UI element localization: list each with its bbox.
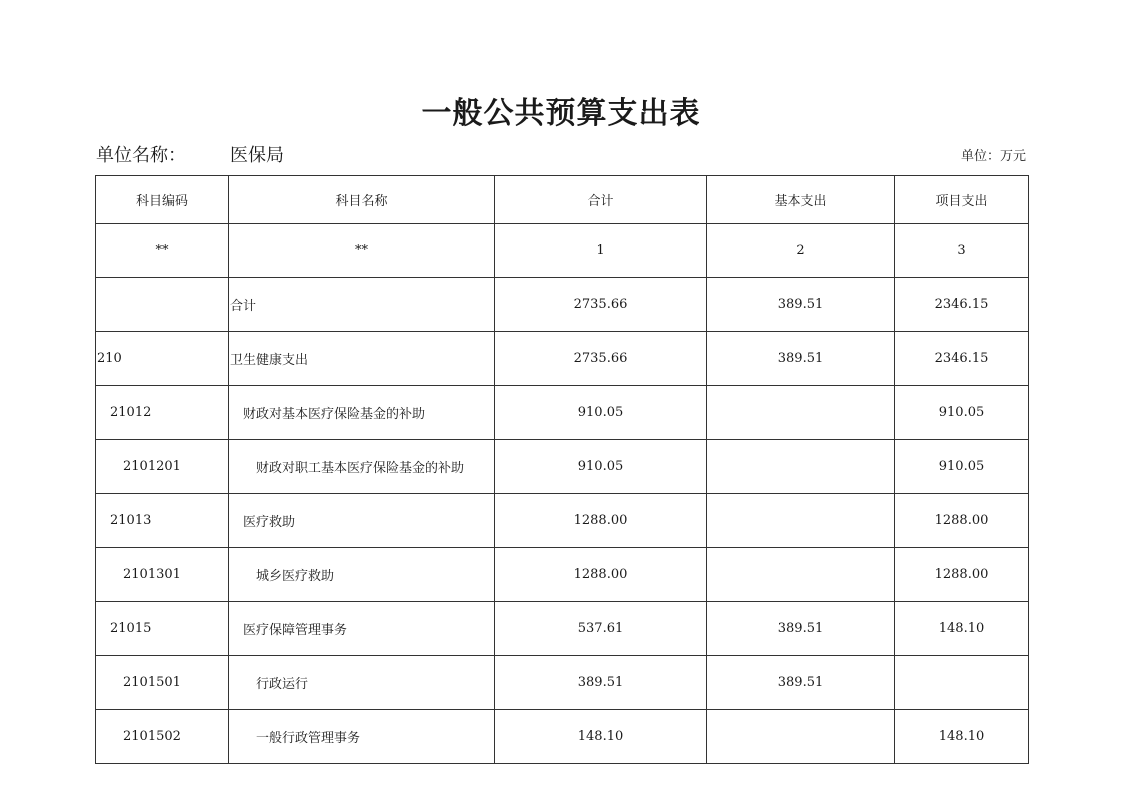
subheader-cell: **: [229, 224, 495, 278]
table-row: [96, 548, 1029, 602]
header-subject-code: 科目编码: [96, 176, 229, 224]
basic-cell: 389.51: [707, 656, 895, 710]
total-cell: 2735.66: [495, 278, 707, 332]
subject-name-cell: 财政对职工基本医疗保险基金的补助: [229, 440, 495, 494]
subject-name-cell: 城乡医疗救助: [229, 548, 495, 602]
subject-name-cell: 卫生健康支出: [229, 332, 495, 386]
basic-cell: [707, 548, 895, 602]
subheader-cell: 3: [895, 224, 1029, 278]
table-subheader-row: [96, 224, 1029, 278]
unit-name-label: 单位名称：: [96, 145, 186, 166]
project-cell: 1288.00: [895, 548, 1029, 602]
table-row: [96, 710, 1029, 764]
basic-cell: [707, 440, 895, 494]
total-cell: 389.51: [495, 656, 707, 710]
total-cell: 1288.00: [495, 548, 707, 602]
currency-unit-label: 单位：万元: [960, 149, 1026, 164]
subject-code-cell: 210: [96, 332, 229, 386]
subject-name-cell: 财政对基本医疗保险基金的补助: [229, 386, 495, 440]
subject-code-cell: [96, 278, 229, 332]
table-row: [96, 440, 1029, 494]
basic-cell: [707, 386, 895, 440]
total-cell: 537.61: [495, 602, 707, 656]
subject-name-cell: 医疗救助: [229, 494, 495, 548]
subheader-cell: 2: [707, 224, 895, 278]
table-row: [96, 656, 1029, 710]
subject-code-cell: 2101301: [96, 548, 229, 602]
table-header-row: [96, 176, 1029, 224]
total-cell: 2735.66: [495, 332, 707, 386]
basic-cell: [707, 494, 895, 548]
header-total: 合计: [495, 176, 707, 224]
total-cell: 910.05: [495, 386, 707, 440]
subject-code-cell: 21015: [96, 602, 229, 656]
project-cell: 2346.15: [895, 332, 1029, 386]
subject-code-cell: 21013: [96, 494, 229, 548]
table-row: [96, 278, 1029, 332]
subject-code-cell: 2101501: [96, 656, 229, 710]
budget-table: [95, 175, 1029, 764]
header-project-expenditure: 项目支出: [895, 176, 1029, 224]
subject-name-cell: 行政运行: [229, 656, 495, 710]
subject-name-cell: 医疗保障管理事务: [229, 602, 495, 656]
header-basic-expenditure: 基本支出: [707, 176, 895, 224]
basic-cell: 389.51: [707, 602, 895, 656]
basic-cell: 389.51: [707, 278, 895, 332]
subject-code-cell: 21012: [96, 386, 229, 440]
project-cell: [895, 656, 1029, 710]
page-title: 一般公共预算支出表: [421, 96, 701, 131]
basic-cell: [707, 710, 895, 764]
project-cell: 148.10: [895, 710, 1029, 764]
basic-cell: 389.51: [707, 332, 895, 386]
project-cell: 148.10: [895, 602, 1029, 656]
project-cell: 2346.15: [895, 278, 1029, 332]
subheader-cell: **: [96, 224, 229, 278]
project-cell: 910.05: [895, 440, 1029, 494]
project-cell: 910.05: [895, 386, 1029, 440]
table-row: [96, 332, 1029, 386]
project-cell: 1288.00: [895, 494, 1029, 548]
subject-name-cell: 合计: [229, 278, 495, 332]
subject-name-cell: 一般行政管理事务: [229, 710, 495, 764]
subject-code-cell: 2101502: [96, 710, 229, 764]
subject-code-cell: 2101201: [96, 440, 229, 494]
header-subject-name: 科目名称: [229, 176, 495, 224]
total-cell: 910.05: [495, 440, 707, 494]
table-row: [96, 386, 1029, 440]
total-cell: 1288.00: [495, 494, 707, 548]
total-cell: 148.10: [495, 710, 707, 764]
unit-name-value: 医保局: [230, 145, 284, 166]
table-row: [96, 494, 1029, 548]
subheader-cell: 1: [495, 224, 707, 278]
table-row: [96, 602, 1029, 656]
